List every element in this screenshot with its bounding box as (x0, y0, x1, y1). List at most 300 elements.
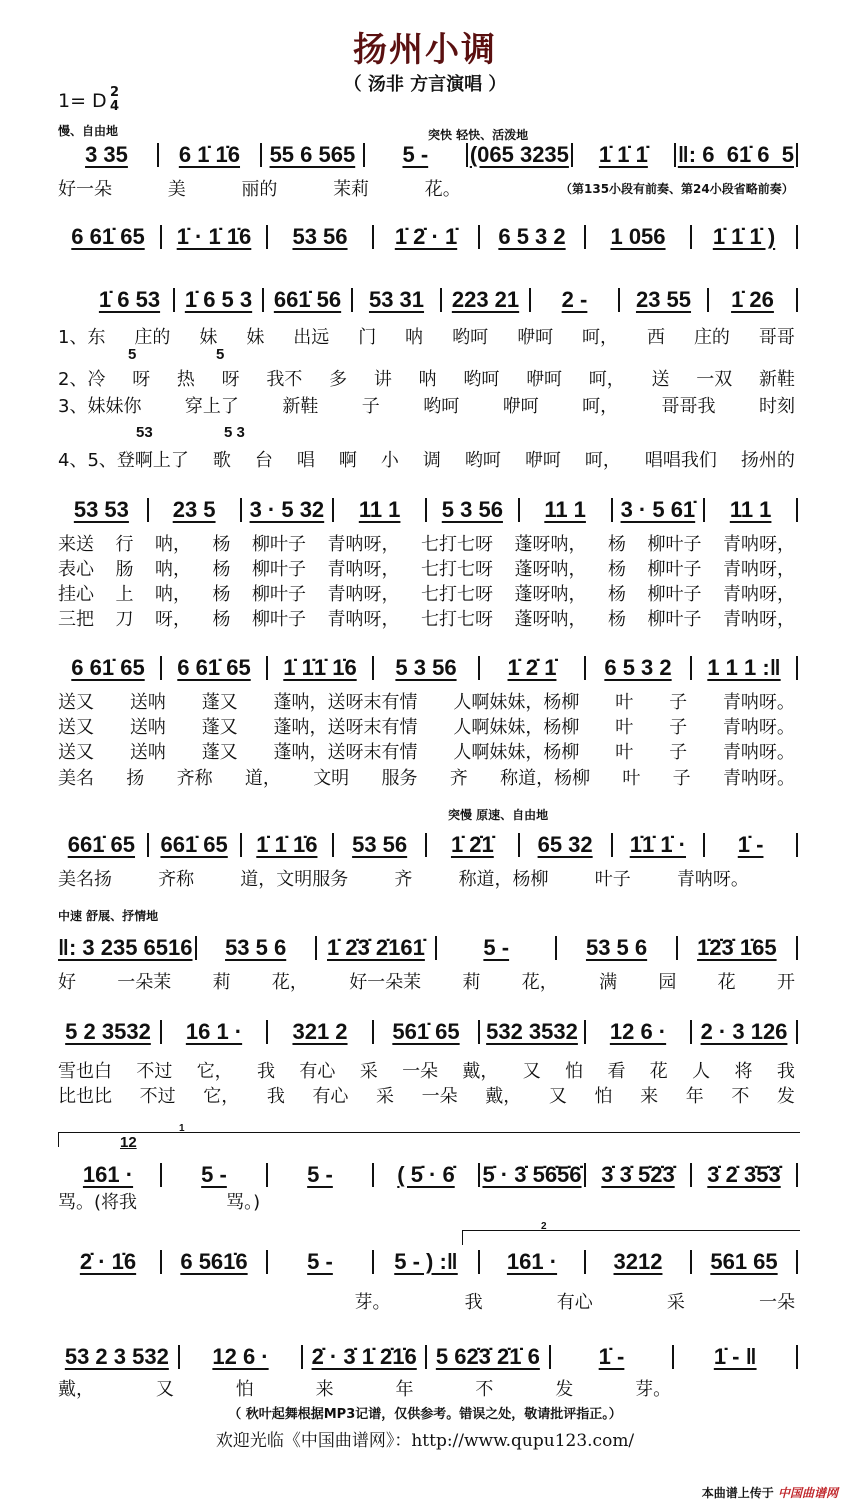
lyric-word: 不过 (139, 1086, 176, 1107)
lyric-word: 哟呵 (452, 327, 489, 348)
lyric-line (58, 1057, 795, 1081)
measure: 321 2 (292, 1019, 348, 1044)
key-signature: 1= D (58, 90, 107, 112)
lyric-word: 送又 (58, 717, 94, 738)
tempo-marking: 中速 舒展、抒情地 (58, 909, 159, 923)
bar-line (676, 936, 678, 960)
lyric-word: 发 (555, 1379, 574, 1400)
bar-line (372, 1250, 374, 1274)
lyric-word: 小 (380, 450, 399, 471)
bar-line (160, 225, 162, 249)
bar-line (796, 498, 798, 522)
lyric-word: 柳叶子 (647, 609, 702, 630)
bar-line (147, 498, 149, 522)
lyric-word: 子 (669, 742, 688, 763)
bar-line (351, 288, 353, 312)
measure: 1̇ - (598, 1344, 625, 1369)
lyric-word: 又 (155, 1379, 174, 1400)
measure: 1̇ - ‖ (713, 1344, 757, 1369)
lyric-word: 青呐呀。 (676, 869, 749, 890)
notation-line (58, 653, 800, 683)
lyric-word: 呵， (582, 327, 619, 348)
bar-line (690, 1250, 692, 1274)
prelude-note: （第135小段有前奏、第24小段省略前奏） (560, 182, 794, 196)
lyric-word: 青呐呀， (723, 559, 795, 580)
lyric-word: 又 (522, 1061, 541, 1082)
lyric-line (58, 392, 795, 416)
lyric-word: 蓬呀呐， (514, 559, 587, 580)
bar-line (611, 498, 613, 522)
lyric-word: 青呐呀， (723, 584, 795, 605)
grace-note: 53 (136, 424, 153, 441)
measure: 532 3532 (486, 1019, 578, 1044)
lyric-word: 齐称 (176, 768, 213, 789)
lyric-word: 新鞋 (759, 369, 795, 390)
lyric-word: 柳叶子 (252, 534, 306, 555)
bar-line (266, 1250, 268, 1274)
lyric-word: 花 (649, 1061, 668, 1082)
measure: 11 1 (544, 497, 586, 522)
welcome-line: 欢迎光临《中国曲谱网》：http://www.qupu123.com/ (215, 1431, 635, 1451)
bar-line (796, 1020, 798, 1044)
lyric-word: 蓬又 (201, 717, 238, 738)
lyric-word: 呵， (584, 450, 621, 471)
bar-line (262, 288, 264, 312)
lyric-word: 杨 (608, 609, 626, 630)
measure: 55 6 565 (269, 142, 356, 167)
lyric-word: 青呐呀。 (722, 742, 795, 763)
lyric-word: 叶子 (594, 869, 631, 890)
lyric-line (58, 713, 795, 737)
lyric-word: 七打七呀 (421, 609, 493, 630)
bar-line (690, 225, 692, 249)
lyric-word: 齐 (449, 768, 468, 789)
notation-line (58, 1160, 800, 1190)
lyric-word: 行 (115, 534, 134, 555)
lyric-word: 青呐呀， (723, 534, 795, 555)
measure: 1̇ 1̇ 1̇6 (256, 832, 318, 857)
lyric-word: 呐， (155, 584, 191, 605)
lyric-word: 莉 (212, 972, 231, 993)
bar-line (301, 1345, 303, 1369)
bar-line (690, 656, 692, 680)
lyric-word: 美 (167, 179, 186, 200)
lyric-word: 花 (717, 972, 736, 993)
lyric-word: 柳叶子 (252, 609, 306, 630)
lyric-word: 柳叶子 (252, 559, 306, 580)
measure: 53 56 (292, 224, 348, 249)
lyric-line (58, 1188, 795, 1212)
time-top: 2 (110, 85, 120, 100)
lyric-word: 新鞋 (282, 396, 319, 417)
measure: 661̇ 56 (273, 287, 342, 312)
bar-line (571, 143, 573, 167)
lyric-word: 蓬呐，送呀末有情 (273, 692, 418, 713)
lyric-word: 柳叶子 (647, 559, 702, 580)
lyric-line (58, 175, 795, 199)
lyric-word: 歌 (212, 450, 231, 471)
lyric-word: 它， (203, 1086, 240, 1107)
lyric-word: 蓬呐，送呀末有情 (273, 717, 418, 738)
measure: 3̇ 2̇ 3̇5̇3̇ (707, 1162, 781, 1187)
tempo-marking: 慢、自由地 (58, 124, 119, 138)
lyric-word: 妹 (246, 327, 265, 348)
measure: 1̇ - (737, 832, 764, 857)
measure: 5 3 56 (441, 497, 503, 522)
measure: 53 56 (352, 832, 408, 857)
bar-line (332, 498, 334, 522)
volta-bracket-2 (462, 1221, 800, 1245)
grace-note: 5 3 (224, 424, 245, 441)
bar-line (584, 656, 586, 680)
bar-line (529, 288, 531, 312)
measure: 1 056 (610, 224, 666, 249)
bar-line (266, 1163, 268, 1187)
lyric-word: 呐， (155, 534, 191, 555)
bar-line (555, 936, 557, 960)
bar-line (796, 833, 798, 857)
measure: 53 31 (368, 287, 425, 312)
lyric-word: 表心 (58, 559, 94, 580)
measure: ( 5̇ · 6̇ (397, 1162, 455, 1187)
lyric-word: 采 (376, 1086, 395, 1107)
lyric-word: 穿上了 (184, 396, 239, 417)
lyric-word: 好 (58, 972, 76, 993)
lyric-word: 叶 (622, 768, 641, 789)
grace-note: 5 (128, 346, 137, 363)
lyric-word: 青呐呀， (327, 609, 400, 630)
measure: 1̇ 1̇1̇ 1̇6 (283, 655, 357, 680)
lyric-word: 齐 (394, 869, 413, 890)
measure: 5 - (307, 1249, 333, 1274)
notation-line (58, 933, 800, 963)
lyric-word: 肠 (115, 559, 134, 580)
lyric-word: 道， (244, 768, 281, 789)
bar-line (178, 1345, 180, 1369)
lyric-word: 有心 (556, 1292, 593, 1313)
lyric-word: 丽的 (241, 179, 278, 200)
measure: 561 65 (710, 1249, 778, 1274)
bar-line (195, 936, 197, 960)
lyric-word: 一朵 (421, 1086, 458, 1107)
lyric-word: 子 (361, 396, 380, 417)
notation-line (58, 1342, 800, 1372)
bar-line (584, 1163, 586, 1187)
measure: 11 1 (358, 497, 401, 522)
lyric-word: 唱唱我们 (644, 450, 717, 471)
lyric-word: 我 (776, 1061, 795, 1082)
lyric-word: 青呐呀。 (722, 768, 795, 789)
measure: 53 5 6 (225, 935, 287, 960)
measure: 5 3 56 (395, 655, 457, 680)
lyric-word: 呐， (155, 559, 191, 580)
upload-text: 本曲谱上传于 (701, 1486, 774, 1500)
lyric-word: 呀 (221, 369, 240, 390)
measure: ‖: 3 235 6516 (58, 935, 193, 960)
measure: 12 6 · (212, 1344, 269, 1369)
lyric-word: 啊 (338, 450, 357, 471)
lyric-word: 叶 (615, 742, 634, 763)
lyric-word: 子 (672, 768, 691, 789)
measure: 6 5 3 2 (604, 655, 672, 680)
measure: 65 32 (537, 832, 593, 857)
lyric-word: 我 (266, 1086, 285, 1107)
lyric-word: 戴， (462, 1061, 499, 1082)
lyric-word: 哟呵 (464, 450, 501, 471)
lyric-word: 送 (651, 369, 670, 390)
measure: 16 1 · (185, 1019, 243, 1044)
performer-subtitle: （ 汤非 方言演唱 ） (343, 74, 507, 95)
measure: 53 53 (73, 497, 129, 522)
notation-line (58, 222, 800, 252)
lyric-line (58, 323, 795, 347)
measure: 1̇ 2̇1̇ (450, 832, 494, 857)
bar-line (796, 656, 798, 680)
lyric-word: 咿呵 (524, 450, 561, 471)
bar-line (796, 936, 798, 960)
lyric-word: 它， (196, 1061, 233, 1082)
lyric-word: 刀 (115, 609, 134, 630)
measure: 1̇ 26 (731, 287, 774, 312)
lyric-word: 子 (669, 717, 688, 738)
lyric-word: 叶 (615, 692, 634, 713)
bar-line (796, 288, 798, 312)
lyric-word: 一朵茉 (117, 972, 172, 993)
lyric-word: 蓬呀呐， (514, 534, 587, 555)
lyric-line (58, 865, 795, 889)
lyric-word: 呀 (132, 369, 151, 390)
lyric-word: 年 (395, 1379, 414, 1400)
lyric-word: 咿呵 (502, 396, 539, 417)
lyric-word: 怕 (235, 1379, 254, 1400)
measure: 1̇ 2̇ 1̇ (507, 655, 557, 680)
lyric-word: 来 (315, 1379, 334, 1400)
lyric-word: 骂。(将我 (58, 1192, 138, 1213)
bar-line (240, 833, 242, 857)
bar-line (425, 833, 427, 857)
measure: 3 · 5 61̇ (620, 497, 696, 522)
song-title: 扬州小调 (353, 30, 497, 70)
notation-line (58, 140, 800, 170)
measure: (065 3235 (469, 142, 569, 167)
grace-note: 5 (216, 346, 225, 363)
bar-line (157, 143, 159, 167)
lyric-word: 怕 (594, 1086, 613, 1107)
lyric-word: 柳叶子 (252, 584, 306, 605)
lyric-word: 调 (422, 450, 441, 471)
bar-line (266, 1020, 268, 1044)
lyric-word: 哟呵 (463, 369, 500, 390)
measure: 1̇ · 1̇ 1̇6 (176, 224, 252, 249)
lyric-word: 骂。) (226, 1192, 261, 1213)
lyric-word: 比也比 (58, 1086, 112, 1107)
lyric-word: 扬州的 (740, 450, 795, 471)
bar-line (584, 225, 586, 249)
bar-line (518, 833, 520, 857)
measure: 6 61̇ 65 (71, 655, 145, 680)
lyric-word: 出远 (293, 327, 330, 348)
lyric-word: 蓬呀呐， (514, 584, 587, 605)
lyric-word: 哥哥 (758, 327, 795, 348)
lyric-word: 叶 (615, 717, 634, 738)
notation-line (58, 830, 800, 860)
lyric-word: 一朵 (402, 1061, 439, 1082)
lyric-word: 杨 (608, 534, 626, 555)
measure: 1̇ 1̇ 1̇ (598, 142, 648, 167)
volta-bracket-1 (58, 1123, 800, 1147)
measure: 5 - (402, 142, 429, 167)
lyric-word: 好一朵茉 (349, 972, 422, 993)
lyric-word: 杨 (212, 559, 231, 580)
bar-line (618, 288, 620, 312)
bar-line (160, 1163, 162, 1187)
lyric-word: 我不 (266, 369, 303, 390)
bar-line (372, 656, 374, 680)
bar-line (425, 498, 427, 522)
lyric-word: 1、东 (58, 327, 106, 348)
notation-line (58, 495, 800, 525)
measure: 23 55 (635, 287, 692, 312)
lyric-word: 又 (548, 1086, 567, 1107)
lyric-word: 美名 (58, 768, 94, 789)
lyric-word: 青呐呀， (723, 609, 795, 630)
lyric-word: 呵， (582, 396, 619, 417)
bar-line (160, 656, 162, 680)
lyric-word: 来送 (58, 534, 94, 555)
lyric-word: 热 (176, 369, 195, 390)
notation-line (88, 285, 800, 315)
lyric-line (58, 580, 795, 604)
lyric-word: 采 (359, 1061, 378, 1082)
bar-line (435, 936, 437, 960)
bar-line (440, 288, 442, 312)
measure: 661̇ 65 (67, 832, 136, 857)
lyric-word: 蓬呐，送呀末有情 (273, 742, 418, 763)
credit-note: （ 秋叶起舞根据MP3记谱，仅供参考。错误之处，敬请批评指正。） (228, 1407, 622, 1422)
lyric-word: 满 (599, 972, 618, 993)
lyric-word: 2、冷 (58, 369, 106, 390)
bar-line (240, 498, 242, 522)
lyric-word: 庄的 (134, 327, 171, 348)
measure: 5 62̇3̇ 2̇1̇ 6 (435, 1344, 540, 1369)
lyric-word: 道，文明服务 (240, 869, 349, 890)
lyric-word: 年 (685, 1086, 704, 1107)
time-bottom: 4 (110, 99, 120, 114)
lyric-word: 子 (669, 692, 688, 713)
measure: 5 - (201, 1162, 227, 1187)
lyric-word: 青呐呀， (327, 534, 400, 555)
lyric-word: 送呐 (129, 742, 166, 763)
bar-line (160, 1250, 162, 1274)
measure: 53 2 3 532 (64, 1344, 169, 1369)
lyric-word: 戴， (485, 1086, 522, 1107)
measure: 1̇ 2̇ · 1̇ (394, 224, 458, 249)
measure: 5 2 3532 (65, 1019, 151, 1044)
lyric-word: 送呐 (129, 717, 166, 738)
lyric-word: 不过 (136, 1061, 173, 1082)
bar-line (796, 225, 798, 249)
lyric-word: 青呐呀。 (722, 692, 795, 713)
lyric-word: 人啊妹妹，杨柳 (453, 742, 580, 763)
bar-line (160, 1020, 162, 1044)
lyric-word: 服务 (381, 768, 418, 789)
lyric-word: 多 (329, 369, 348, 390)
lyric-word: 花， (521, 972, 558, 993)
bar-line (478, 1250, 480, 1274)
measure: 223 21 (451, 287, 520, 312)
bar-line (363, 143, 365, 167)
measure: 6 61̇ 65 (177, 655, 251, 680)
lyric-word: 芽。 (354, 1292, 391, 1313)
lyric-line (58, 530, 795, 554)
lyric-word: 七打七呀 (421, 559, 493, 580)
bar-line (796, 143, 798, 167)
measure: 5̇ · 3̇ 5̇6̇5̇6̇ (482, 1162, 582, 1187)
lyric-word: 花， (271, 972, 308, 993)
measure: 12 6 · (609, 1019, 667, 1044)
lyric-word: 青呐呀。 (722, 717, 795, 738)
lyric-word: 杨 (608, 584, 626, 605)
lyric-line (58, 968, 795, 992)
lyric-word: 送又 (58, 692, 94, 713)
lyric-word: 称道，杨柳 (500, 768, 591, 789)
lyric-word: 园 (658, 972, 677, 993)
bar-line (584, 1250, 586, 1274)
measure: 1̇ 6 53 (98, 287, 161, 312)
lyric-word: 看 (607, 1061, 626, 1082)
lyric-word: 七打七呀 (421, 584, 493, 605)
lyric-word: 好一朵 (58, 179, 112, 200)
measure: ‖: 6 61̇ 6 5 (677, 142, 794, 167)
measure: 1̇ 1̇ 1̇ ) (712, 224, 776, 249)
bar-line (584, 1020, 586, 1044)
grace-note: 12 (120, 1134, 137, 1151)
lyric-word: 门 (358, 327, 377, 348)
lyric-word: 蓬又 (201, 742, 238, 763)
site-logo: 中国曲谱网 (777, 1486, 838, 1500)
lyric-word: 开 (776, 972, 795, 993)
lyric-word: 三把 (58, 609, 94, 630)
lyric-word: 台 (254, 450, 273, 471)
measure: 2̇ · 1̇6 (79, 1249, 137, 1274)
lyric-line (58, 605, 795, 629)
lyric-word: 雪也白 (58, 1061, 112, 1082)
lyric-word: 送又 (58, 742, 94, 763)
lyric-word: 杨 (212, 609, 231, 630)
bar-line (266, 656, 268, 680)
measure: 161 · (506, 1249, 558, 1274)
bar-line (425, 1345, 427, 1369)
bar-line (611, 833, 613, 857)
lyric-word: 妹 (199, 327, 218, 348)
lyric-line (58, 738, 795, 762)
lyric-word: 柳叶子 (647, 584, 702, 605)
lyric-word: 采 (666, 1292, 685, 1313)
bar-line (372, 225, 374, 249)
bar-line (173, 288, 175, 312)
lyric-line (58, 1375, 795, 1399)
bar-line (372, 1163, 374, 1187)
bar-line (478, 656, 480, 680)
measure: 1̇ 6 5 3 (184, 287, 253, 312)
measure: 3 35 (85, 142, 128, 167)
lyric-word: 人啊妹妹，杨柳 (453, 717, 580, 738)
bar-line (549, 1345, 551, 1369)
notation-line (58, 1247, 800, 1277)
measure: 53 5 6 (585, 935, 648, 960)
measure: 2 · 3 126 (700, 1019, 788, 1044)
measure: 3212 (613, 1249, 663, 1274)
